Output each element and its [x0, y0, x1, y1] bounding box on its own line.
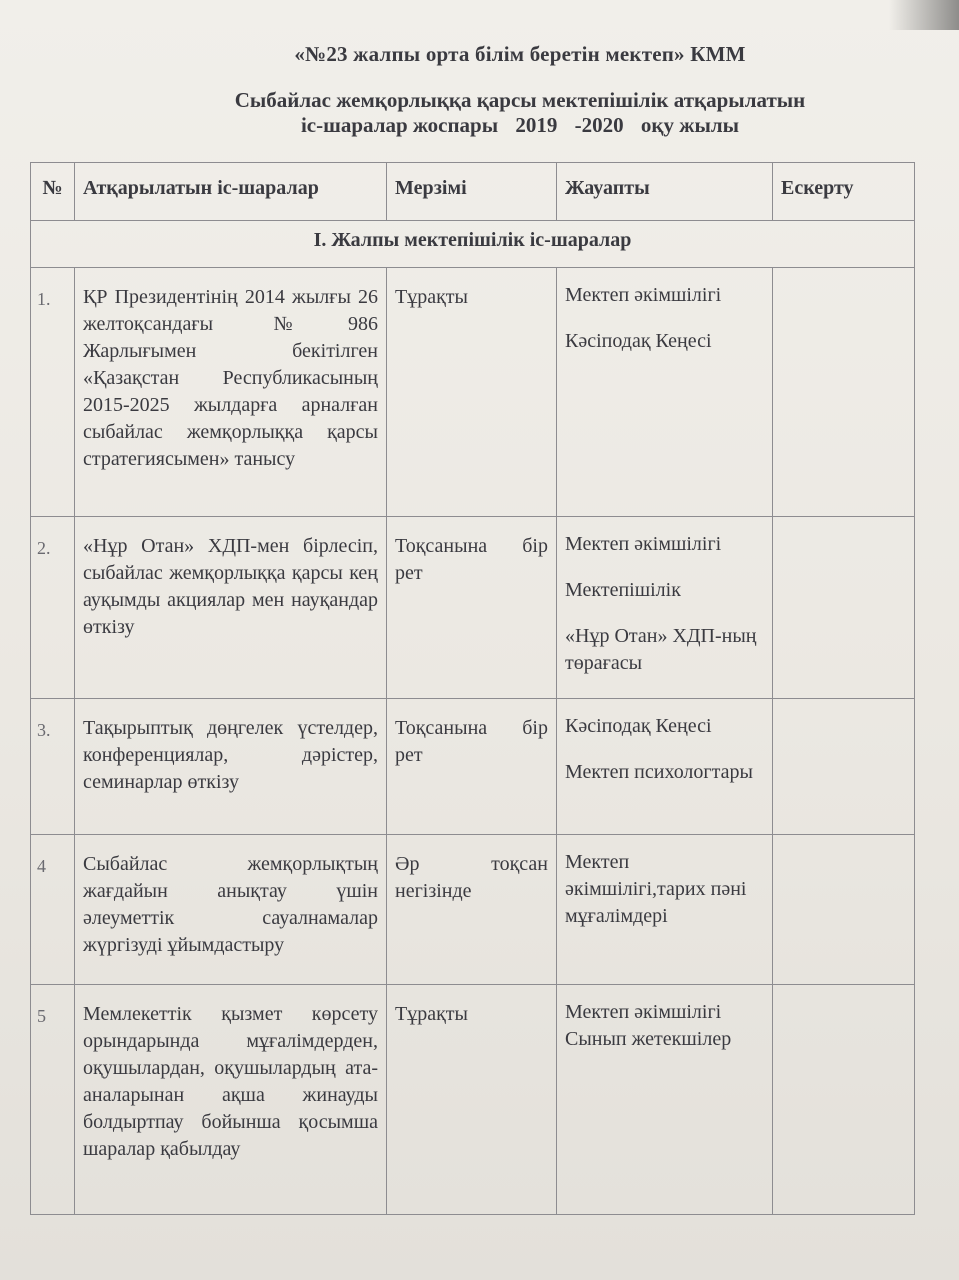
responsible-item: Мектеп әкімшілігі Сынып жетекшілер — [565, 1001, 732, 1050]
row-note — [773, 985, 915, 1215]
row-note — [773, 517, 915, 699]
document-title-line1: Сыбайлас жемқорлыққа қарсы мектепішілік атқарылатын — [234, 88, 806, 112]
row-note — [773, 268, 915, 517]
column-header-activity: Атқарылатын іс-шаралар — [75, 163, 387, 221]
row-responsible — [557, 699, 773, 835]
row-responsible — [557, 268, 773, 517]
column-header-number: № — [31, 163, 75, 221]
section-title: І. Жалпы мектепішілік іс-шаралар — [31, 221, 915, 268]
row-number: 5 — [31, 985, 75, 1215]
row-activity: Мемлекеттік қызмет көрсету орындарында мұғалімдерден, оқушылардан, оқушылардың ата-аналарынан ақша жинауды болдыртпау бойынша қосымша шаралар қабылдау — [75, 985, 387, 1215]
responsible-item: Мектепішілік — [565, 579, 681, 601]
year-start: 2019 — [515, 113, 558, 137]
page-corner-shadow — [889, 0, 959, 30]
row-number: 3. — [31, 699, 75, 835]
column-header-note: Ескерту — [773, 163, 915, 221]
row-activity: Сыбайлас жемқорлықтың жағдайын анықтау үшін әлеуметтік сауалнамалар жүргізуді ұйымдастыру — [75, 835, 387, 985]
row-term: Тұрақты — [387, 985, 557, 1215]
title-suffix: оқу жылы — [640, 113, 740, 137]
responsible-item: Мектеп әкімшілігі — [565, 284, 722, 306]
responsible-item: «Нұр Отан» ХДП-ның төрағасы — [565, 625, 757, 674]
school-name: «№23 жалпы орта білім беретін мектеп» КММ — [294, 42, 746, 66]
table-row — [31, 517, 915, 699]
responsible-item: Мектеп психологтары — [565, 761, 753, 783]
title-prefix: іс-шаралар жоспары — [300, 113, 499, 137]
responsible-item: Кәсіподақ Кеңесі — [565, 330, 712, 352]
row-number: 1. — [31, 268, 75, 517]
year-end: -2020 — [574, 113, 624, 137]
responsible-item: Мектеп әкімшілігі — [565, 533, 722, 555]
row-activity: «Нұр Отан» ХДП-мен бірлесіп, сыбайлас жемқорлыққа қарсы кең ауқымды акциялар мен науқандар өткізу — [75, 517, 387, 699]
row-term: Тоқсанына бір рет — [387, 517, 557, 699]
row-term: Тоқсанына бір рет — [387, 699, 557, 835]
column-header-responsible: Жауапты — [557, 163, 773, 221]
row-number: 4 — [31, 835, 75, 985]
responsible-item: Мектеп әкімшілігі,тарих пәні мұғалімдері — [565, 851, 747, 927]
table-header-row — [31, 163, 915, 221]
row-term: Тұрақты — [387, 268, 557, 517]
plan-table — [30, 162, 915, 1215]
column-header-term: Мерзімі — [387, 163, 557, 221]
table-row — [31, 699, 915, 835]
section-row — [31, 221, 915, 268]
table-row — [31, 985, 915, 1215]
responsible-item: Кәсіподақ Кеңесі — [565, 715, 712, 737]
row-note — [773, 699, 915, 835]
row-activity: ҚР Президентінің 2014 жылғы 26 желтоқсандағы №986 Жарлығымен бекітілген «Қазақстан Республикасының 2015-2025 жылдарға арналған сыбайлас жемқорлыққа қарсы стратегиясымен» танысу — [75, 268, 387, 517]
document-title-line2 — [170, 113, 870, 138]
row-responsible — [557, 835, 773, 985]
row-note — [773, 835, 915, 985]
row-responsible — [557, 517, 773, 699]
row-term: Әр тоқсан негізінде — [387, 835, 557, 985]
row-activity: Тақырыптық дөңгелек үстелдер, конференциялар, дәрістер, семинарлар өткізу — [75, 699, 387, 835]
row-number: 2. — [31, 517, 75, 699]
row-responsible — [557, 985, 773, 1215]
table-row — [31, 268, 915, 517]
table-row — [31, 835, 915, 985]
